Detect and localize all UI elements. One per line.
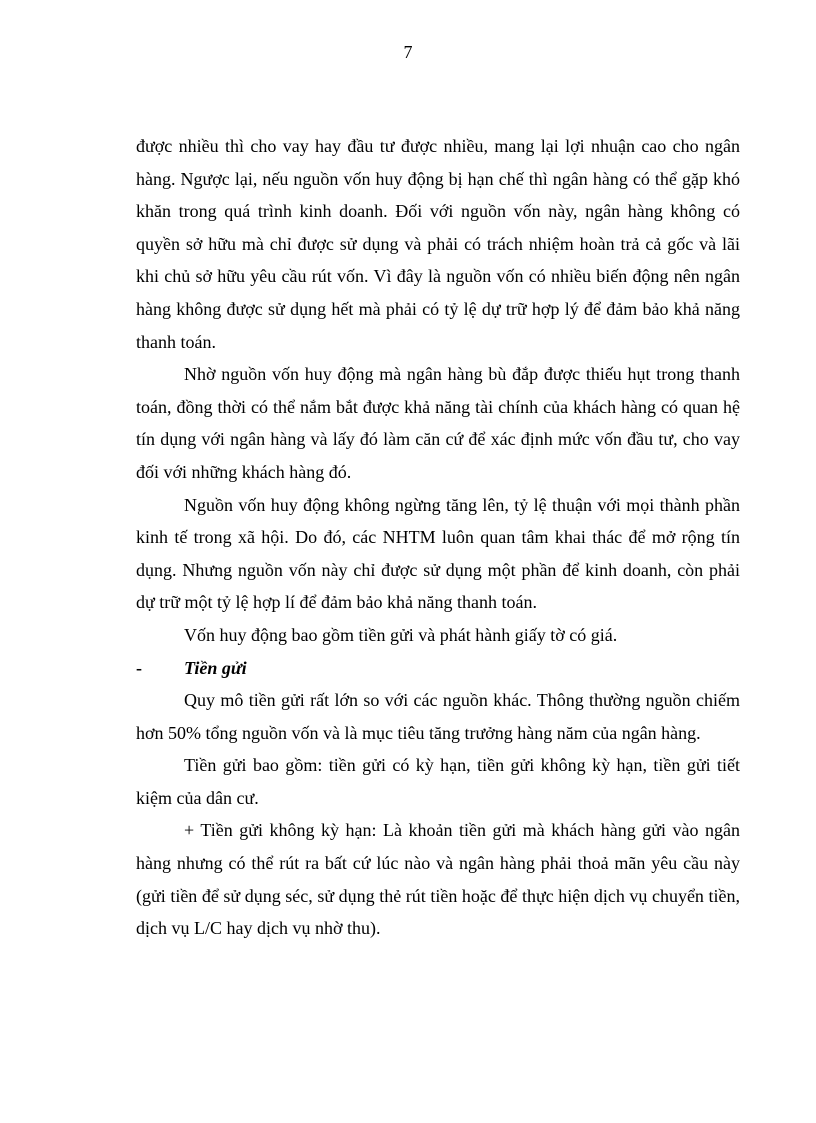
paragraph-5: Quy mô tiền gửi rất lớn so với các nguồn khác. Thông thường nguồn chiếm hơn 50% tổng nguồn vốn và là mục tiêu tăng trưởng hàng năm của ngân hàng. <box>136 690 740 743</box>
paragraph-7: + Tiền gửi không kỳ hạn: Là khoản tiền gửi mà khách hàng gửi vào ngân hàng nhưng có thể rút ra bất cứ lúc nào và ngân hàng phải thoả mãn yêu cầu này (gửi tiền để sử dụng séc, sử dụng thẻ rút tiền hoặc để thực hiện dịch vụ chuyển tiền, dịch vụ L/C hay dịch vụ nhờ thu). <box>136 820 740 939</box>
heading-text: Tiền gửi <box>184 657 247 678</box>
paragraph-6: Tiền gửi bao gồm: tiền gửi có kỳ hạn, tiền gửi không kỳ hạn, tiền gửi tiết kiệm của dân cư. <box>136 755 740 808</box>
section-heading <box>136 652 740 685</box>
heading-bullet: - <box>136 657 142 678</box>
paragraph-3: Nguồn vốn huy động không ngừng tăng lên, tỷ lệ thuận với mọi thành phần kinh tế trong xã hội. Do đó, các NHTM luôn quan tâm khai thác để mở rộng tín dụng. Nhưng nguồn vốn này chỉ được sử dụng một phần để kinh doanh, còn phải dự trữ một tỷ lệ hợp lí để đảm bảo khả năng thanh toán. <box>136 494 740 613</box>
document-body <box>136 130 740 945</box>
paragraph-2: Nhờ nguồn vốn huy động mà ngân hàng bù đắp được thiếu hụt trong thanh toán, đồng thời có thể nắm bắt được khả năng tài chính của khách hàng có quan hệ tín dụng với ngân hàng và lấy đó làm căn cứ để xác định mức vốn đầu tư, cho vay đối với những khách hàng đó. <box>136 364 740 482</box>
paragraph-4: Vốn huy động bao gồm tiền gửi và phát hành giấy tờ có giá. <box>184 624 618 645</box>
paragraph-1: được nhiều thì cho vay hay đầu tư được nhiều, mang lại lợi nhuận cao cho ngân hàng. Ngược lại, nếu nguồn vốn huy động bị hạn chế thì ngân hàng có thể gặp khó khăn trong quá trình kinh doanh. Đối với nguồn vốn này, ngân hàng không có quyền sở hữu mà chỉ được sử dụng và phải có trách nhiệm hoàn trả cả gốc và lãi khi chủ sở hữu yêu cầu rút vốn. Vì đây là nguồn vốn có nhiều biến động nên ngân hàng không được sử dụng hết mà phải có tỷ lệ dự trữ hợp lý để đảm bảo khả năng thanh toán. <box>136 136 740 352</box>
page-number: 7 <box>403 42 413 62</box>
